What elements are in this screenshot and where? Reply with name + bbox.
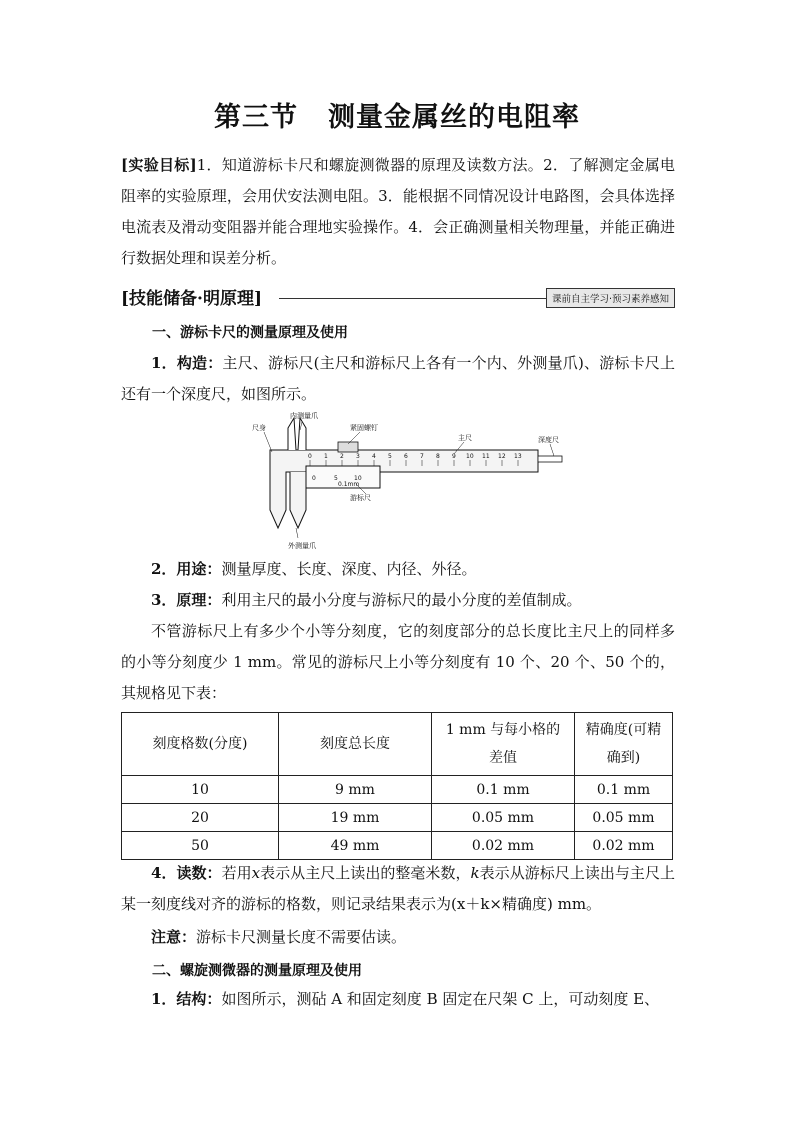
table-cell: 10: [122, 776, 279, 804]
lock-screw: [338, 442, 358, 452]
section-bar-label: [技能储备·明原理]: [121, 289, 263, 309]
item-reading: [121, 858, 675, 920]
main-tick-2: 2: [340, 453, 344, 460]
heading-micrometer: 二、螺旋测微器的测量原理及使用: [152, 963, 362, 979]
objective-text: 1．知道游标卡尺和螺旋测微器的原理及读数方法。2．了解测定金属电阻率的实验原理，会用伏安法测电阻。3．能根据不同情况设计电路图，会具体选择电流表及滑动变阻器并能合理地实验操作。4．会正确测量相关物理量，并能正确进行数据处理和误差分析。: [121, 156, 675, 267]
item-usage-text: 测量厚度、长度、深度、内径、外径。: [221, 560, 477, 578]
item-reading-text-3: 表示从游标尺上读出与主尺上某一刻度线对齐的游标的格数，则记录结果表示为(x＋k×精确度) mm。: [121, 864, 675, 913]
table-row: [122, 832, 673, 860]
objective-paragraph: [121, 150, 675, 274]
table-cell: 49 mm: [279, 832, 432, 860]
item-reading-text-1: 若用: [221, 864, 252, 882]
objective-label: [实验目标]: [121, 156, 197, 174]
item-principle: [121, 585, 675, 616]
label-main-scale: 主尺: [458, 434, 472, 442]
table-row: [122, 776, 673, 804]
table-cell: 0.05 mm: [575, 804, 673, 832]
vernier-tick-10: 10: [354, 475, 362, 482]
table-header-cell: 1 mm 与每小格的差值: [432, 713, 575, 776]
table-cell: 20: [122, 804, 279, 832]
variable-x: x: [251, 864, 261, 882]
main-tick-8: 8: [436, 453, 440, 460]
label-depth-gauge: 深度尺: [538, 436, 559, 444]
table-cell: 0.02 mm: [575, 832, 673, 860]
spec-table: [121, 712, 673, 860]
main-tick-7: 7: [420, 453, 424, 460]
table-header-cell: 刻度总长度: [279, 713, 432, 776]
title-text: 测量金属丝的电阻率: [328, 102, 580, 133]
note-text: 游标卡尺测量长度不需要估读。: [196, 928, 407, 946]
table-cell: 0.1 mm: [575, 776, 673, 804]
table-cell: 0.05 mm: [432, 804, 575, 832]
main-tick-11: 11: [482, 453, 490, 460]
item-micrometer-label: 1．结构：: [151, 990, 222, 1008]
main-tick-10: 10: [466, 453, 474, 460]
table-header-cell: 精确度(可精确到): [575, 713, 673, 776]
main-tick-3: 3: [356, 453, 360, 460]
item-structure: [121, 348, 675, 410]
table-cell: 19 mm: [279, 804, 432, 832]
table-header-row: [122, 713, 673, 776]
table-cell: 0.02 mm: [432, 832, 575, 860]
main-tick-12: 12: [498, 453, 506, 460]
label-vernier: 游标尺: [350, 494, 371, 502]
note-paragraph: [121, 922, 675, 953]
vernier-tick-0: 0: [312, 475, 316, 482]
item-structure-label: 1．构造：: [151, 354, 223, 372]
item-micrometer-structure: [121, 984, 675, 1015]
table-cell: 9 mm: [279, 776, 432, 804]
item-usage: [121, 554, 675, 585]
section-tag: 课前自主学习·预习素养感知: [546, 288, 675, 308]
table-cell: 0.1 mm: [432, 776, 575, 804]
sliding-outer-jaw: [290, 472, 306, 528]
vernier-unit: 0.1mm: [338, 481, 360, 488]
main-tick-4: 4: [372, 453, 376, 460]
main-tick-13: 13: [514, 453, 522, 460]
label-inner-jaw: 内测量爪: [290, 412, 318, 420]
item-principle-text: 利用主尺的最小分度与游标尺的最小分度的差值制成。: [221, 591, 582, 609]
main-tick-1: 1: [324, 453, 328, 460]
label-lock-screw: 紧固螺钉: [350, 424, 378, 432]
section-bar: [121, 284, 675, 308]
title-section-number: 第三节: [214, 102, 298, 133]
variable-k: k: [470, 864, 480, 882]
table-header-cell: 刻度格数(分度): [122, 713, 279, 776]
item-usage-label: 2．用途：: [151, 560, 222, 578]
vernier-caliper-figure: [250, 410, 570, 555]
main-tick-5: 5: [388, 453, 392, 460]
depth-rod: [538, 456, 562, 462]
main-tick-0: 0: [308, 453, 312, 460]
item-principle-label: 3．原理：: [151, 591, 222, 609]
note-label: 注意：: [151, 928, 197, 946]
label-outer-jaw: 外测量爪: [288, 542, 316, 550]
item-micrometer-text: 如图所示，测砧 A 和固定刻度 B 固定在尺架 C 上，可动刻度 E、: [221, 990, 660, 1008]
main-tick-6: 6: [404, 453, 408, 460]
principle-paragraph: 不管游标尺上有多少个小等分刻度，它的刻度部分的总长度比主尺上的同样多的小等分刻度少 1 mm。常见的游标尺上小等分刻度有 10 个、20 个、50 个的，其规格见下表：: [121, 622, 675, 702]
label-ruler-body: 尺身: [252, 424, 266, 432]
table-cell: 50: [122, 832, 279, 860]
fixed-inner-jaw: [288, 418, 296, 450]
vernier-tick-5: 5: [334, 475, 338, 482]
item-reading-text-2: 表示从主尺上读出的整毫米数，: [260, 864, 471, 882]
page-title: [0, 95, 794, 134]
main-tick-9: 9: [452, 453, 456, 460]
item-structure-text: 主尺、游标尺(主尺和游标尺上各有一个内、外测量爪)、游标卡尺上还有一个深度尺，如图所示。: [121, 354, 675, 403]
heading-vernier: 一、游标卡尺的测量原理及使用: [152, 325, 348, 341]
item-reading-label: 4．读数：: [151, 864, 222, 882]
table-row: [122, 804, 673, 832]
